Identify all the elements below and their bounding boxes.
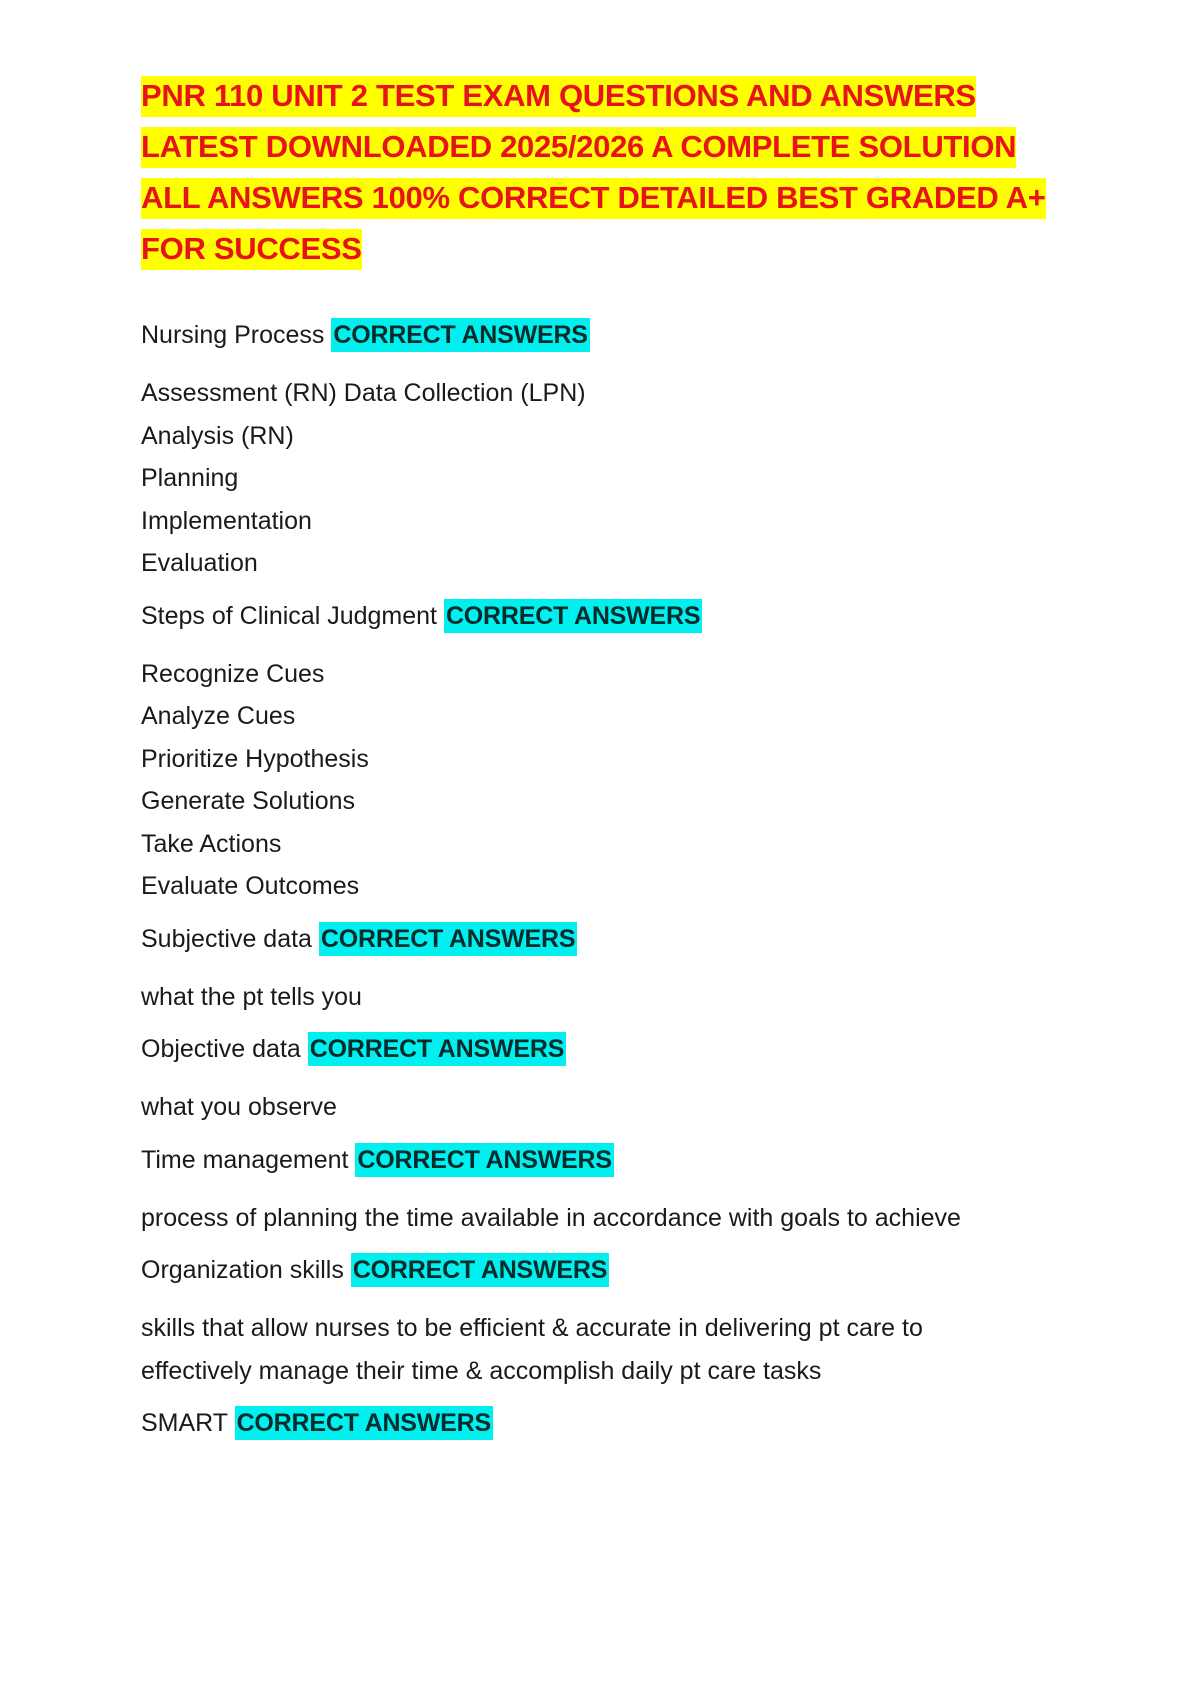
question <box>141 1406 1081 1440</box>
question-text: Subjective data <box>141 924 312 953</box>
qa-item <box>141 1032 1081 1129</box>
correct-answers-badge: CORRECT ANSWERS <box>444 599 702 633</box>
answer-line: Analyze Cues <box>141 702 296 730</box>
answer <box>141 1307 1081 1392</box>
question <box>141 1032 1081 1066</box>
answer-line: Recognize Cues <box>141 659 325 688</box>
qa-item <box>141 599 1081 908</box>
question <box>141 1253 1081 1287</box>
question-text: Time management <box>141 1145 349 1174</box>
question <box>141 922 1081 956</box>
question <box>141 599 1081 633</box>
answer-line: process of planning the time available in accordance with goals to achieve <box>141 1203 961 1232</box>
question <box>141 318 1081 352</box>
qa-list <box>141 318 1081 1440</box>
answer-line: Prioritize Hypothesis <box>141 744 369 773</box>
answer-line: effectively manage their time & accomplish daily pt care tasks <box>141 1356 822 1385</box>
answer <box>141 372 1081 585</box>
qa-item <box>141 1253 1081 1392</box>
correct-answers-badge: CORRECT ANSWERS <box>308 1032 566 1066</box>
question-text: Objective data <box>141 1035 301 1063</box>
question-text: Steps of Clinical Judgment <box>141 601 437 630</box>
qa-item <box>141 318 1081 585</box>
answer <box>141 1086 1081 1129</box>
answer-line: Evaluate Outcomes <box>141 872 360 900</box>
qa-item <box>141 922 1081 1019</box>
answer-line: Evaluation <box>141 549 258 577</box>
answer <box>141 976 1081 1019</box>
question-text: Nursing Process <box>141 321 325 349</box>
document-title <box>141 70 1081 274</box>
correct-answers-badge: CORRECT ANSWERS <box>319 922 577 956</box>
qa-item <box>141 1143 1081 1240</box>
question-text: SMART <box>141 1409 228 1437</box>
correct-answers-badge: CORRECT ANSWERS <box>355 1143 613 1177</box>
answer-line: skills that allow nurses to be efficient & accurate in delivering pt care to <box>141 1314 923 1342</box>
document-title-text: PNR 110 UNIT 2 TEST EXAM QUESTIONS AND ANSWERS LATEST DOWNLOADED 2025/2026 A COMPLETE SOLUTION ALL ANSWERS 100% CORRECT DETAILED BEST GRADED A+ FOR SUCCESS <box>141 76 1046 270</box>
answer <box>141 1197 1081 1240</box>
correct-answers-badge: CORRECT ANSWERS <box>351 1253 609 1287</box>
correct-answers-badge: CORRECT ANSWERS <box>235 1406 493 1440</box>
answer-line: Implementation <box>141 506 312 535</box>
answer-line: Generate Solutions <box>141 787 356 815</box>
answer-line: Planning <box>141 464 239 492</box>
question-text: Organization skills <box>141 1256 344 1284</box>
answer-line: what you observe <box>141 1093 337 1121</box>
correct-answers-badge: CORRECT ANSWERS <box>331 318 589 352</box>
document-page <box>141 70 1081 1460</box>
answer-line: what the pt tells you <box>141 982 362 1011</box>
answer-line: Assessment (RN) Data Collection (LPN) <box>141 379 586 407</box>
answer-line: Analysis (RN) <box>141 421 294 450</box>
qa-item <box>141 1406 1081 1440</box>
answer-line: Take Actions <box>141 829 282 858</box>
answer <box>141 653 1081 908</box>
question <box>141 1143 1081 1177</box>
